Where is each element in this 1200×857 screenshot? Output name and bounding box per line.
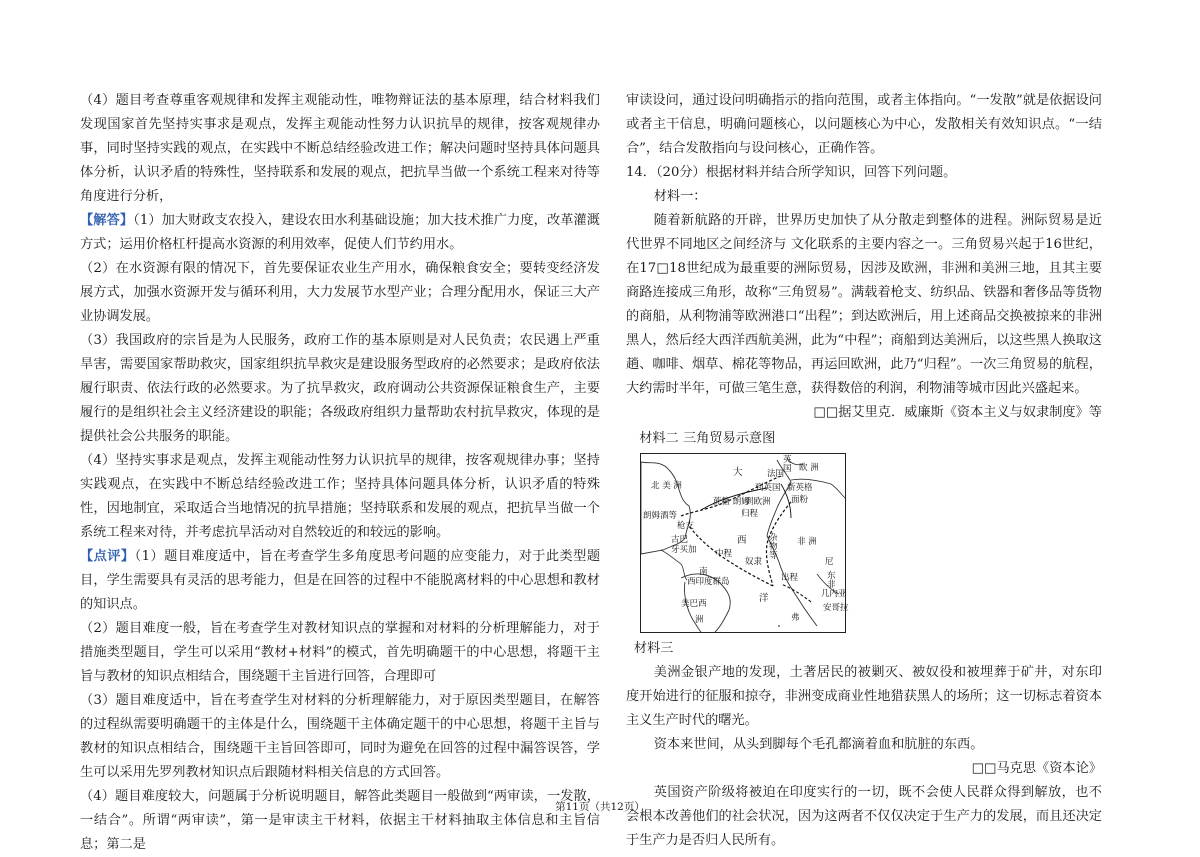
map-label-xi: 西 [737,535,747,546]
map-label-south-america: 美巴西 [681,599,707,609]
map-label-ferro: 面粉 [791,495,809,505]
map-label-chucheng: 出程 [781,573,799,583]
answer-1: （1）加大财政支农投入，建设农田水利基础设施；加大技术推广力度，改革灌溉方式；运用价格杠杆提高水资源的利用效率，促使人们节约用水。 [80,213,600,252]
map-label-eastern-africa: 东 非 [827,571,836,590]
comment-section [80,545,600,617]
material-2-caption: 材料二 三角贸易示意图 [639,431,776,446]
analysis-point-4: （4）题目考查尊重客观规律和发挥主观能动性，唯物辩证法的基本原理，结合材料我们发现国家首先坚持实事求是观点，发挥主观能动性努力认识抗旱的规律，按客观规律办事，同时坚持实践的观点，在实践中不断总结经验改进工作；解决问题时坚持具体问题具体分析，认识矛盾的特殊性，坚持联系和发展的观点，把抗旱当做一个系统工程来对待等角度进行分析， [80,93,600,204]
map-label-to-england: 到英国 [755,483,781,493]
map-label-europe: 欧 洲 [799,463,819,473]
map-label-zhou: 洲 [695,615,704,625]
map-label-new-england: 新英格 [787,483,813,493]
comment-4: （4）题目难度较大，问题属于分析说明题目，解答此类题目一般做到“两审读，一发散，一结合”。所谓“两审读”，第一是审读主干材料，依据主干材料抽取主体信息和主旨信息；第二是 [80,789,600,852]
answer-tag: 【解答】 [80,213,134,228]
right-column [626,89,1102,853]
answer-2: （2）在水资源有限的情况下，首先要保证农业生产用水，确保粮食安全；要转变经济发展方式，加强水资源开发与循环利用，大力发展节水型产业；合理分配用水，保证三大产业协调发展。 [80,261,600,324]
material-1-text: 随着新航路的开辟，世界历史加快了从分散走到整体的进程。洲际贸易是近代世界不同地区之间经济与 文化联系的主要内容之一。三角贸易兴起于16世纪，在17□18世纪成为最重要的洲际贸易，因涉及欧洲，非洲和美洲三地，且其主要商路连接成三角形，故称“三角贸易”。满载着枪支、纺织品、铁器和奢侈品等货物的商船，从利物浦等欧洲港口“出程”；到达欧洲后，用上述商品交换被掠来的非洲黑人，然后经大西洋西航美洲，此为“中程”；商船到达美洲后，以这些黑人换取这趟、咖啡、烟草、棉花等物品，再运回欧洲，此乃“归程”。一次三角贸易的航程，大约需时半年，可做三笔生意，获得数倍的利润，利物浦等城市因此兴盛起来。 [626,213,1102,396]
map-label-return: 归程 [741,509,759,519]
map-label-france: 法国 [767,469,785,479]
answer-section [80,209,600,257]
map-label-jamaica: 牙买加 [671,545,697,555]
map-label-fu: 弗 [791,613,800,623]
map-label-da: 大 [733,467,743,478]
map-label-sugar-rum: 蔗糖 朗姆 [713,497,750,507]
material-1-source: □□据艾里克．威廉斯《资本主义与奴隶制度》等 [813,405,1102,420]
comment-3: （3）题目难度适中，旨在考查学生对材料的分析理解能力，对于原因类型题目，在解答的过程纵需要明确题干的主体是什么，围绕题干主体确定题干的中心思想，将题干主旨与教材的知识点相结合，围绕题干主旨回答即可，同时为避免在回答的过程中漏答误答，学生可以采用先罗列教材知识点后跟随材料相关信息的方式回答。 [80,693,600,780]
map-label-yang: 洋 [759,593,769,604]
comment-4-continuation: 审读设问，通过设问明确指示的指向范围，或者主体指向。“一发散”就是依据设问或者主干信息，明确问题核心，以问题核心为中心，发散相关有效知识点。“一结合”，结合发散指向与设问核心，正确作答。 [626,93,1102,156]
map-label-jiaoren: 奴隶 [745,557,763,567]
comment-tag: 【点评】 [80,549,135,564]
map-label-zhongcheng: 中程 [715,549,733,559]
map-label-liquor: 朗姆酒等 [643,511,678,521]
comment-1: （1）题目难度适中，旨在考查学生多角度思考问题的应变能力，对于此类型题目，学生需要具有灵活的思考能力，但是在回答的过程中不能脱离材料的中心思想和教材的知识点。 [80,549,601,612]
page-footer: 第11页（共12页） [555,801,645,813]
material-3-source: □□马克思《资本论》 [971,761,1102,776]
map-label-england: 英 国 [783,455,792,474]
material-1-label: 材料一： [653,189,707,204]
answer-4: （4）坚持实事求是观点，发挥主观能动性努力认识抗旱的规律，按客观规律办事；坚持实践观点，在实践中不断总结经验改进工作；坚持具体问题具体分析，认识矛盾的特殊性，因地制宜，采取适合当地情况的抗旱措施；坚持联系和发展的观点，把抗旱当做一个系统工程来对待，并考虑抗旱活动对自然较近的和较远的影响。 [80,453,600,540]
answer-3: （3）我国政府的宗旨是为人民服务，政府工作的基本原则是对人民负责；农民遇上严重旱害，需要国家帮助救灾，国家组织抗旱救灾是建设服务型政府的必然要求；是政府依法履行职责、依法行政的必然要求。为了抗旱救灾，政府调动公共资源保证粮食生产，主要履行的是组织社会主义经济建设的职能；各级政府组织力量帮助农村抗旱救灾，体现的是提供社会公共服务的职能。 [80,333,600,444]
map-label-misc: 杂 物 等 [769,533,778,561]
map-label-nan: 南 [699,567,708,577]
map-label-ni: 尼 [825,557,834,567]
map-label-guinea: 几内亚 [821,589,847,599]
map-label-to-europe: 到欧洲 [745,497,771,507]
map-label-guns: 枪支 [677,521,695,531]
map-label-cuba: 古巴 [671,535,689,545]
comment-2: （2）题目难度一般，旨在考查学生对教材知识点的掌握和对材料的分析理解能力，对于措施类型题目，学生可以采用“教材+材料”的模式，首先明确题干的中心思想，将题干主旨与教材的知识点相结合，围绕题干主旨进行回答，合理即可 [80,621,600,684]
map-label-north-america: 北 美 洲 [651,481,682,491]
map-label-angola: 安哥拉 [823,603,849,613]
map-label-west-indies: 西印度群岛 [687,577,730,587]
material-3-text: 美洲金银产地的发现，土著居民的被剿灭、被奴役和被埋葬于矿井，对东印度开始进行的征服和掠夺，非洲变成商业性地猎获黑人的场所；这一切标志着资本主义生产时代的曙光。 [626,665,1102,728]
material-3-label: 材料三 [633,641,674,656]
question-14: 14．（20分）根据材料并结合所学知识，回答下列问题。 [626,165,957,180]
map-label-africa: 非 洲 [797,537,817,547]
material-3-text-3: 英国资产阶级将被迫在印度实行的一切，既不会使人民群众得到解放，也不会根本改善他们的社会状况，因为这两者不仅仅决定于生产力的发展，而且还决定于生产力是否归人民所有。 [626,785,1102,848]
triangle-trade-map [640,453,849,633]
left-column [80,89,600,857]
material-3-text-2: 资本来世间，从头到脚每个毛孔都滴着血和肮脏的东西。 [653,737,984,752]
